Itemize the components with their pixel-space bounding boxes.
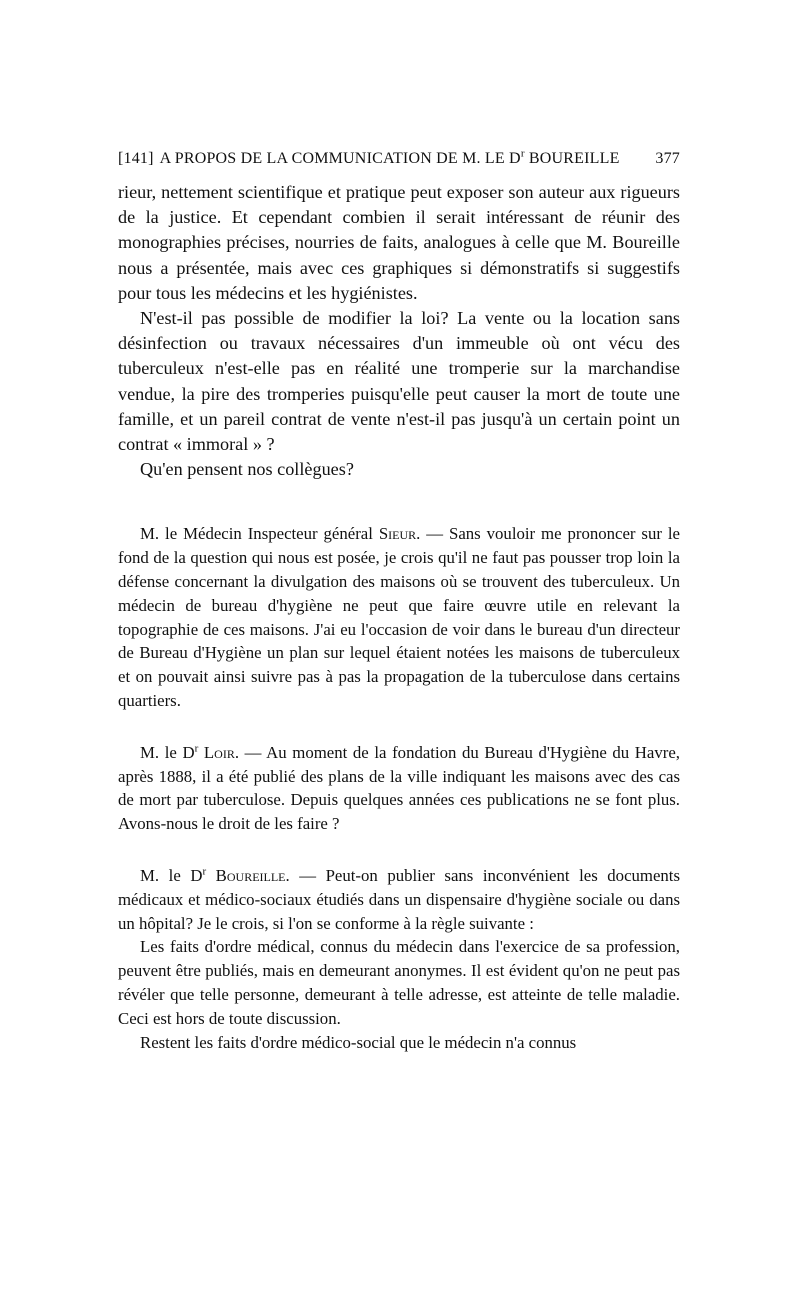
spacer bbox=[118, 836, 680, 864]
intervention-text: — Au moment de la fondation du Bureau d'Hygiène du Havre, après 1888, il a été publié des plans de la ville indiquant les maisons avec des cas de mort par tuberculose. Depuis quelques années ces publications ne se font plus. Avons-nous le droit de les faire ? bbox=[118, 742, 680, 834]
running-title-text: A PROPOS DE LA COMMUNICATION DE M. LE D bbox=[159, 150, 521, 167]
running-title bbox=[159, 147, 656, 168]
speaker-sup: r bbox=[194, 742, 199, 755]
intervention-boureille bbox=[118, 864, 680, 935]
speaker-name: Loir. bbox=[198, 742, 240, 762]
intervention-text: — Peut-on publier sans inconvénient les documents médicaux et médico-sociaux étudiés dans un dispensaire d'hygiène sociale ou dans un hôpital? Je le crois, si l'on se conforme à la règle suivante : bbox=[118, 866, 680, 933]
paragraph-continuation: rieur, nettement scientifique et pratique peut exposer son auteur aux rigueurs de la justice. Et cependant combien il serait intéressant de réunir des monographies précises, nourries de faits, analogues à celle que M. Boureille nous a présentée, mais avec ces graphiques si démonstratifs si suggestifs pour tous les médecins et les hygiénistes. bbox=[118, 182, 680, 303]
page-number: 377 bbox=[655, 150, 680, 167]
spacer bbox=[118, 713, 680, 741]
speaker-prefix: M. le D bbox=[140, 866, 203, 885]
running-head bbox=[118, 147, 680, 168]
intervention-loir bbox=[118, 741, 680, 836]
page bbox=[118, 147, 680, 1054]
intervention-sieur bbox=[118, 522, 680, 712]
paragraph-medico-social: Restent les faits d'ordre médico-social que le médecin n'a connus bbox=[140, 1032, 577, 1052]
speaker-name: Boureille. bbox=[206, 866, 290, 885]
speaker-sup: r bbox=[202, 865, 207, 878]
speaker-name: Sieur. bbox=[378, 524, 421, 544]
speaker-prefix: M. le Médecin Inspecteur général bbox=[140, 524, 379, 544]
paragraph-modify-law: N'est-il pas possible de modifier la loi? La vente ou la location sans désinfection ou travaux nécessaires d'un immeuble où ont vécu des tuberculeux n'est-elle pas en réalité une tromperie sur la marchandise vendue, la pire des tromperies puisqu'elle peut causer la mort de toute une famille, et un pareil contrat de vente n'est-il pas jusqu'à un certain point un contrat « immoral » ? bbox=[118, 308, 680, 455]
running-title-end: BOUREILLE bbox=[528, 150, 620, 167]
spacer bbox=[118, 482, 680, 522]
page-ref: [141] bbox=[118, 150, 154, 167]
speaker-prefix: M. le D bbox=[140, 742, 195, 762]
running-title-sup: r bbox=[520, 147, 525, 160]
paragraph-anonymity-rule: Les faits d'ordre médical, connus du médecin dans l'exercice de sa profession, peuvent être publiés, mais en demeurant anonymes. Il est évident qu'on ne peut pas révéler que telle personne, demeurant à telle adresse, est atteinte de telle maladie. Ceci est hors de toute discussion. bbox=[118, 937, 680, 1028]
paragraph-question: Qu'en pensent nos collègues? bbox=[140, 459, 354, 480]
intervention-text: — Sans vouloir me prononcer sur le fond de la question qui nous est posée, je crois qu'il ne faut pas pousser trop loin la défense concernant la divulgation des maisons où se trouvent des tuberculeux. Un médecin de bureau d'hygiène ne peut que faire œuvre utile en relevant la topographie de ces maisons. J'ai eu l'occasion de voir dans le bureau d'un directeur de Bureau d'Hygiène un plan sur lequel étaient notées les maisons de tuberculeux et on pouvait ainsi suivre pas à pas la propagation de la tuberculose dans certains quartiers. bbox=[118, 524, 680, 711]
